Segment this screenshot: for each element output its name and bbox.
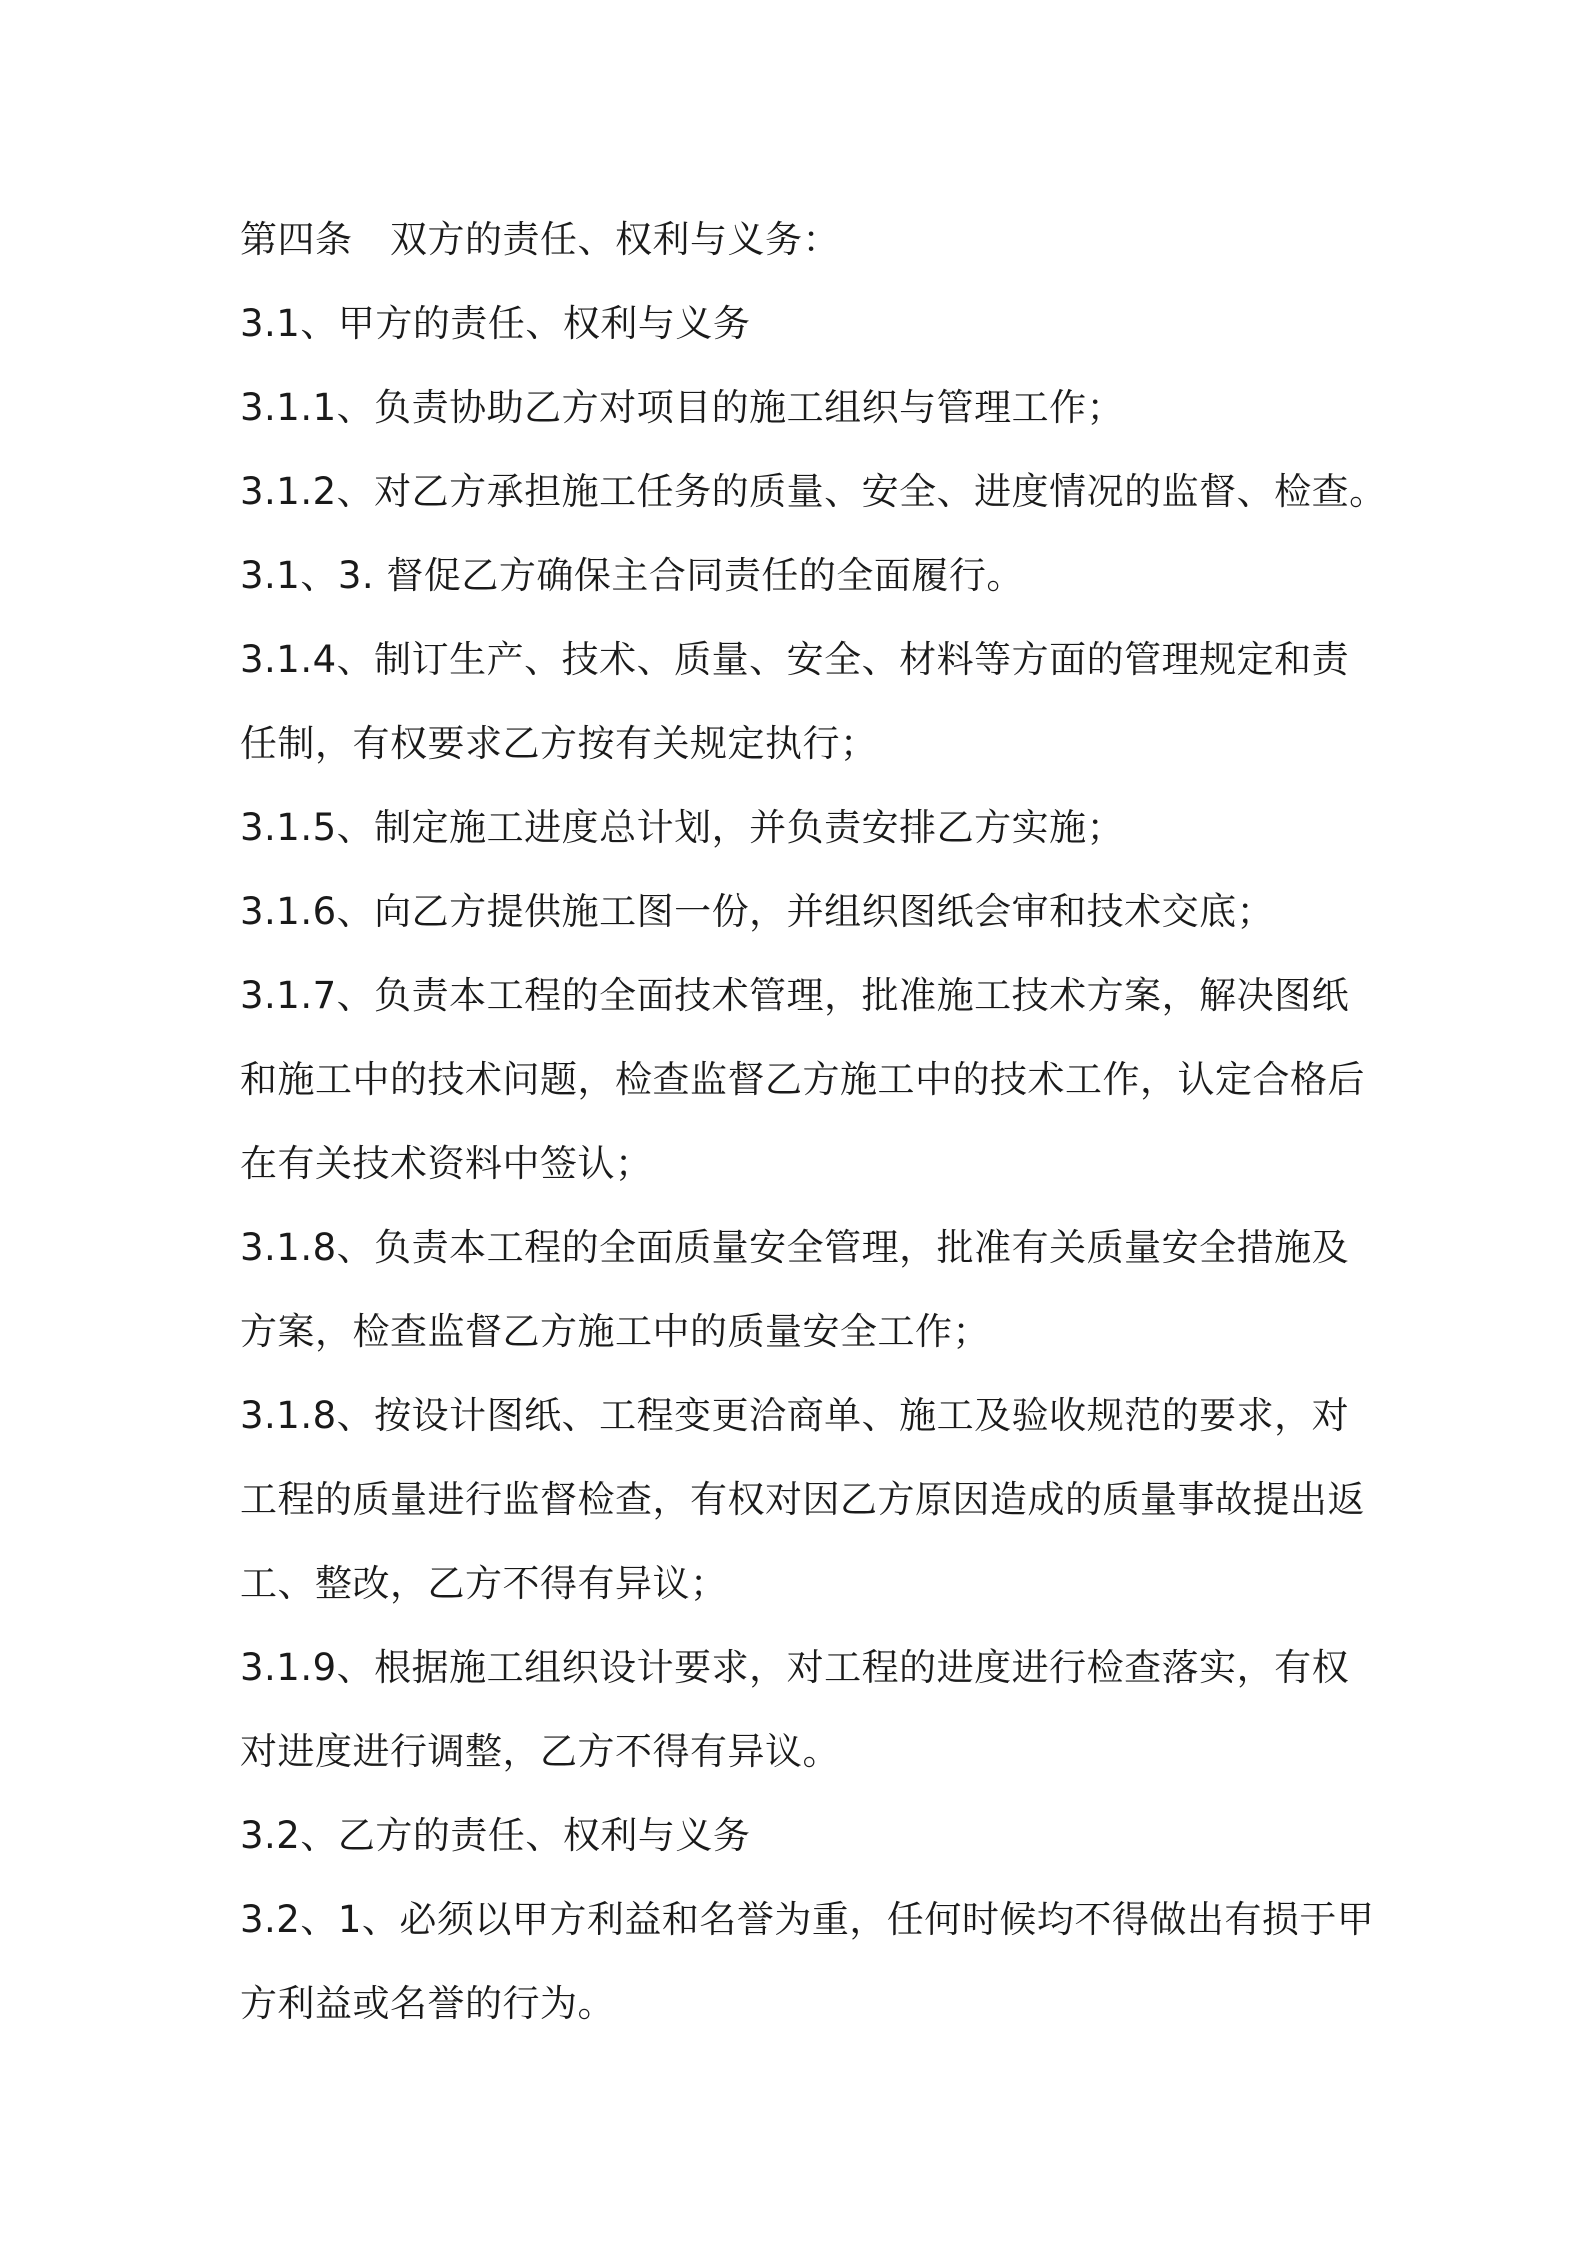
clause-3-1-5: 3.1.5、制定施工进度总计划，并负责安排乙方实施； xyxy=(240,806,1125,849)
clause-3-1-7-line-3: 在有关技术资料中签认； xyxy=(240,1142,653,1185)
clause-3-1-7-line-1: 3.1.7、负责本工程的全面技术管理，批准施工技术方案，解决图纸 xyxy=(240,974,1350,1017)
clause-3-1-8a-line-1: 3.1.8、负责本工程的全面质量安全管理，批准有关质量安全措施及 xyxy=(240,1226,1350,1269)
clause-3-2-1-line-2: 方利益或名誉的行为。 xyxy=(240,1982,615,2025)
clause-3-1-4-line-2: 任制，有权要求乙方按有关规定执行； xyxy=(240,722,878,765)
document-body xyxy=(240,198,1387,2046)
clause-3-1-8b-line-3: 工、整改，乙方不得有异议； xyxy=(240,1562,728,1605)
clause-3-2-1-line-1: 3.2、1、必须以甲方利益和名誉为重，任何时候均不得做出有损于甲 xyxy=(240,1898,1375,1941)
clause-3-1-8b-line-1: 3.1.8、按设计图纸、工程变更洽商单、施工及验收规范的要求，对 xyxy=(240,1394,1350,1437)
clause-3-1-2: 3.1.2、对乙方承担施工任务的质量、安全、进度情况的监督、检查。 xyxy=(240,470,1387,513)
clause-3-1-8a-line-2: 方案，检查监督乙方施工中的质量安全工作； xyxy=(240,1310,990,1353)
clause-3-1-4-line-1: 3.1.4、制订生产、技术、质量、安全、材料等方面的管理规定和责 xyxy=(240,638,1350,681)
clause-3-1-8b-line-2: 工程的质量进行监督检查，有权对因乙方原因造成的质量事故提出返 xyxy=(240,1478,1365,1521)
clause-3-1-9-line-1: 3.1.9、根据施工组织设计要求，对工程的进度进行检查落实，有权 xyxy=(240,1646,1350,1689)
clause-3-1-3: 3.1、3. 督促乙方确保主合同责任的全面履行。 xyxy=(240,554,1024,597)
clause-3-1-7-line-2: 和施工中的技术问题，检查监督乙方施工中的技术工作，认定合格后 xyxy=(240,1058,1365,1101)
clause-3-1-9-line-2: 对进度进行调整，乙方不得有异议。 xyxy=(240,1730,840,1773)
section-heading-party-b: 3.2、乙方的责任、权利与义务 xyxy=(240,1814,751,1857)
article-heading: 第四条 双方的责任、权利与义务： xyxy=(240,218,840,261)
clause-3-1-6: 3.1.6、向乙方提供施工图一份，并组织图纸会审和技术交底； xyxy=(240,890,1275,933)
clause-3-1-1: 3.1.1、负责协助乙方对项目的施工组织与管理工作； xyxy=(240,386,1125,429)
section-heading-party-a: 3.1、甲方的责任、权利与义务 xyxy=(240,302,751,345)
